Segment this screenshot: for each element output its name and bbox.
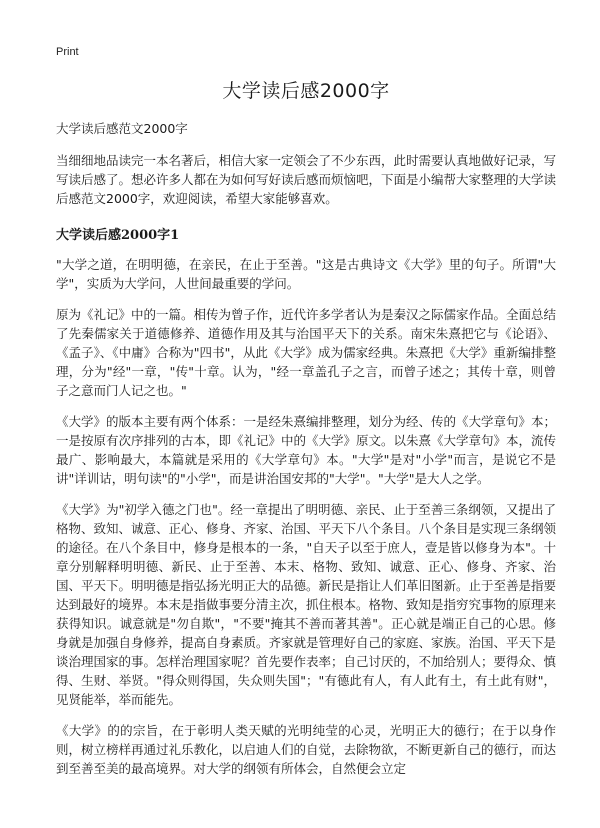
body-paragraph-5: 《大学》的的宗旨，在于彰明人类天赋的光明纯莹的心灵，光明正大的德行；在于以身作则，树立榜样再通过礼乐教化，以启迪人们的自觉，去除物欲，不断更新自己的德行，而达到至善至美的最高境界。对大学的纲领有所体会，自然便会立定 (56, 723, 557, 776)
body-paragraph-2: 原为《礼记》中的一篇。相传为曾子作，近代许多学者认为是秦汉之际儒家作品。全面总结了先秦儒家关于道德修养、道德作用及其与治国平天下的关系。南宋朱熹把它与《论语》、《孟子》、《中庸》合称为"四书"，从此《大学》成为儒家经典。朱熹把《大学》重新编排整理，分为"经"一章，"传"十章。认为，"经一章盖孔子之言，而曾子述之；其传十章，则曾子之意而门人记之也。" (56, 307, 557, 398)
page-title: 大学读后感2000字 (222, 80, 390, 102)
print-link[interactable]: Print (56, 46, 79, 58)
document-body (56, 76, 556, 790)
intro-paragraph: 当细细地品读完一本名著后，相信大家一定领会了不少东西，此时需要认真地做好记录，写写读后感了。想必许多人都在为如何写好读后感而烦恼吧，下面是小编帮大家整理的大学读后感范文2000字，欢迎阅读，希望大家能够喜欢。 (56, 153, 557, 206)
subtitle: 大学读后感范文2000字 (56, 121, 188, 136)
body-paragraph-1: "大学之道，在明明德，在亲民，在止于至善。"这是古典诗文《大学》里的句子。所谓"大学"，实质为大学问，人世间最重要的学问。 (56, 257, 556, 291)
body-paragraph-4: 《大学》为"初学入德之门也"。经一章提出了明明德、亲民、止于至善三条纲领，又提出了格物、致知、诚意、正心、修身、齐家、治国、平天下八个条目。八个条目是实现三条纲领的途径。在八个条目中，修身是根本的一条，"自天子以至于庶人，壹是皆以修身为本"。十章分别解释明明德、新民、止于至善、本末、格物、致知、诚意、正心、修身、齐家、治国、平天下。明明德是指弘扬光明正大的品德。新民是指让人们革旧图新。止于至善是指要达到最好的境界。本末是指做事要分清主次，抓住根本。格物、致知是指穷究事物的原理来获得知识。诚意就是"勿自欺"，"不要"掩其不善而著其善"。正心就是端正自己的心思。修身就是加强自身修养，提高自身素质。齐家就是管理好自己的家庭、家族。治国、平天下是谈治理国家的事。怎样治理国家呢？首先要作表率；自己讨厌的，不加给别人；要得众、慎得、生财、举贤。"得众则得国，失众则失国"；"有德此有人，有人此有土，有土此有财"，见贤能举，举而能先。 (56, 502, 557, 707)
section-heading: 大学读后感2000字1 (56, 228, 180, 243)
body-paragraph-3: 《大学》的版本主要有两个体系：一是经朱熹编排整理，划分为经、传的《大学章句》本；一是按原有次序排列的古本，即《礼记》中的《大学》原文。以朱熹《大学章句》本，流传最广、影响最大，本篇就是采用的《大学章句》本。"大学"是对"小学"而言，是说它不是讲"详训诂，明句读"的"小学"，而是讲治国安邦的"大学"。"大学"是大人之学。 (56, 414, 557, 486)
